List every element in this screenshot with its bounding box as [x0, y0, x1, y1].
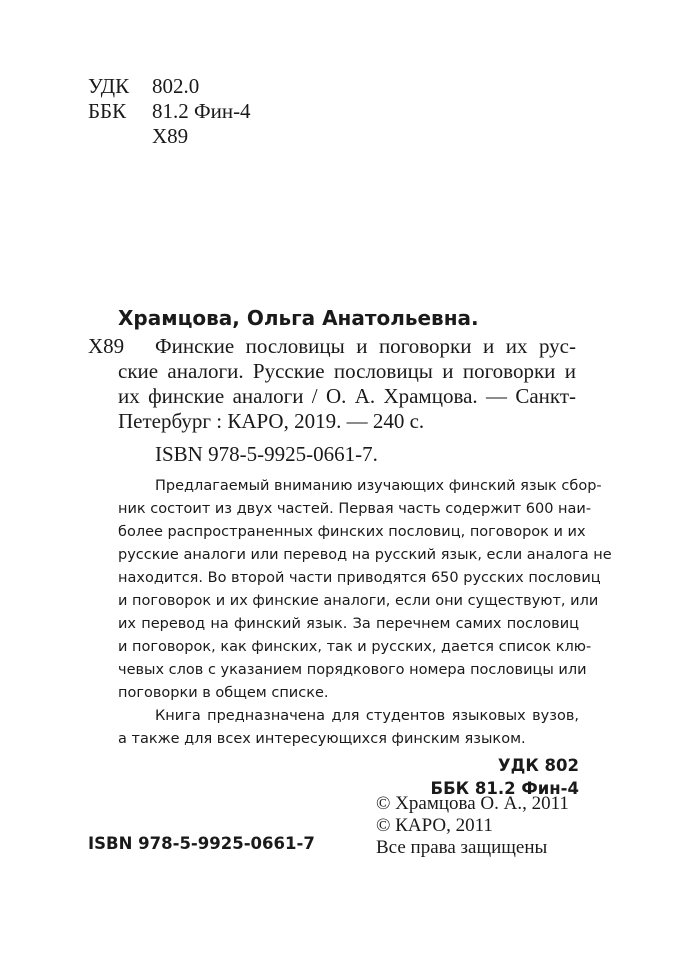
copyright-publisher: © КАРО, 2011 [376, 815, 493, 836]
copyright-author: © Храмцова О. А., 2011 [376, 793, 569, 814]
bbk-label: ББК [88, 99, 127, 123]
footer-bbk: ББК 81.2 Фин-4 [430, 779, 579, 798]
annotation-line-1: Предлагаемый вниманию изучающих финский язык сбор- [155, 478, 602, 494]
annotation-line-6: и поговорок и их финские аналоги, если они существуют, или [118, 593, 599, 609]
bib-isbn: ISBN 978-5-9925-0661-7. [155, 442, 378, 466]
udk-label: УДК [88, 74, 130, 98]
author-mark: Х89 [88, 334, 125, 358]
annotation-line-2: ник состоит из двух частей. Первая часть содержит 600 наи- [118, 501, 592, 517]
author-heading: Храмцова, Ольга Анатольевна. [118, 306, 479, 330]
bib-line-2: ские аналоги. Русские пословицы и поговорки и [118, 359, 576, 383]
annotation-line-4: русские аналоги или перевод на русский язык, если аналога не [118, 547, 612, 563]
annotation-line-10: поговорки в общем списке. [118, 685, 329, 701]
annotation-line-7: их перевод на финский язык. За перечнем самих пословиц [118, 616, 579, 632]
annotation-line-3: более распространенных финских пословиц, поговорок и их [118, 524, 586, 540]
annotation-line-8: и поговорок, как финских, так и русских, дается список клю- [118, 639, 592, 655]
annotation-line-5: находится. Во второй части приводятся 650 русских пословиц [118, 570, 601, 586]
bib-line-3: их финские аналоги / О. А. Храмцова. — Санкт- [118, 384, 576, 408]
isbn-footer: ISBN 978-5-9925-0661-7 [88, 834, 315, 853]
bbk-value: 81.2 Фин-4 [152, 99, 251, 123]
rights-reserved: Все права защищены [376, 837, 548, 858]
annotation-line-11: Книга предназначена для студентов языковых вузов, [155, 708, 579, 724]
annotation-line-9: чевых слов с указанием порядкового номера пословицы или [118, 662, 587, 678]
annotation-line-12: а также для всех интересующихся финским языком. [118, 731, 526, 747]
bib-line-4: Петербург : КАРО, 2019. — 240 с. [118, 409, 425, 433]
author-mark-top: Х89 [152, 124, 189, 148]
footer-udk: УДК 802 [497, 756, 579, 775]
udk-value: 802.0 [152, 74, 200, 98]
bib-line-1: Финские пословицы и поговорки и их рус- [155, 334, 576, 358]
